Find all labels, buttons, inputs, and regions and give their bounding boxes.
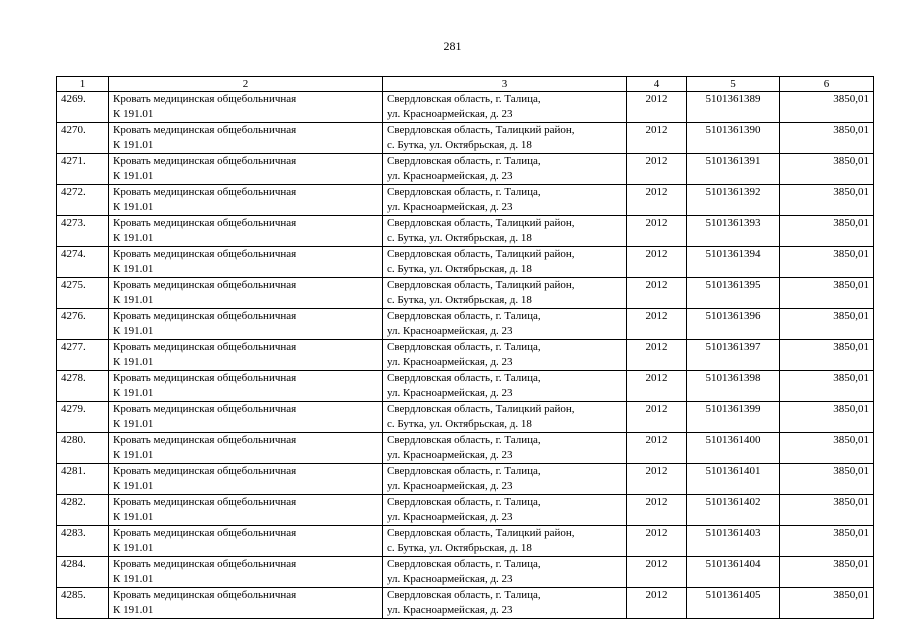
table-row (57, 340, 874, 371)
year-cell: 2012 (627, 557, 687, 588)
address-line-1: Свердловская область, Талицкий район, (387, 279, 575, 291)
item-model: К 191.01 (113, 108, 154, 120)
address-cell (383, 526, 627, 557)
table-row (57, 588, 874, 619)
column-header: 3 (383, 77, 627, 92)
address-line-1: Свердловская область, г. Талица, (387, 496, 541, 508)
item-model: К 191.01 (113, 511, 154, 523)
item-name: Кровать медицинская общебольничная (113, 403, 297, 415)
address-line-1: Свердловская область, Талицкий район, (387, 527, 575, 539)
year-cell: 2012 (627, 340, 687, 371)
address-line-2: ул. Красноармейская, д. 23 (387, 108, 513, 120)
item-model: К 191.01 (113, 356, 154, 368)
item-model: К 191.01 (113, 418, 154, 430)
table-row (57, 278, 874, 309)
table-row (57, 123, 874, 154)
address-line-2: с. Бутка, ул. Октябрьская, д. 18 (387, 542, 532, 554)
item-name-cell (109, 123, 383, 154)
item-model: К 191.01 (113, 573, 154, 585)
inventory-number-cell: 5101361399 (687, 402, 780, 433)
inventory-number-cell: 5101361390 (687, 123, 780, 154)
item-model: К 191.01 (113, 263, 154, 275)
item-model: К 191.01 (113, 201, 154, 213)
inventory-number-cell: 5101361389 (687, 92, 780, 123)
address-cell (383, 464, 627, 495)
year-cell: 2012 (627, 433, 687, 464)
item-model: К 191.01 (113, 325, 154, 337)
address-line-2: с. Бутка, ул. Октябрьская, д. 18 (387, 232, 532, 244)
row-number: 4275. (57, 278, 109, 309)
item-name-cell (109, 278, 383, 309)
inventory-number-cell: 5101361404 (687, 557, 780, 588)
table-row (57, 464, 874, 495)
year-cell: 2012 (627, 216, 687, 247)
address-line-2: ул. Красноармейская, д. 23 (387, 356, 513, 368)
address-line-1: Свердловская область, г. Талица, (387, 558, 541, 570)
row-number: 4284. (57, 557, 109, 588)
row-number: 4277. (57, 340, 109, 371)
year-cell: 2012 (627, 247, 687, 278)
year-cell: 2012 (627, 371, 687, 402)
price-cell: 3850,01 (780, 402, 874, 433)
address-line-1: Свердловская область, г. Талица, (387, 155, 541, 167)
price-cell: 3850,01 (780, 278, 874, 309)
address-line-2: ул. Красноармейская, д. 23 (387, 170, 513, 182)
inventory-number-cell: 5101361405 (687, 588, 780, 619)
column-header: 1 (57, 77, 109, 92)
item-name-cell (109, 588, 383, 619)
year-cell: 2012 (627, 309, 687, 340)
address-line-1: Свердловская область, Талицкий район, (387, 403, 575, 415)
address-cell (383, 154, 627, 185)
address-cell (383, 588, 627, 619)
item-name: Кровать медицинская общебольничная (113, 93, 297, 105)
row-number: 4269. (57, 92, 109, 123)
address-cell (383, 371, 627, 402)
row-number: 4285. (57, 588, 109, 619)
page-number: 281 (443, 39, 462, 53)
address-line-1: Свердловская область, г. Талица, (387, 434, 541, 446)
address-line-1: Свердловская область, г. Талица, (387, 186, 541, 198)
row-number: 4279. (57, 402, 109, 433)
inventory-number-cell: 5101361393 (687, 216, 780, 247)
address-line-2: ул. Красноармейская, д. 23 (387, 449, 513, 461)
year-cell: 2012 (627, 92, 687, 123)
address-line-2: ул. Красноармейская, д. 23 (387, 604, 513, 616)
item-model: К 191.01 (113, 294, 154, 306)
address-line-1: Свердловская область, Талицкий район, (387, 124, 575, 136)
row-number: 4270. (57, 123, 109, 154)
column-header: 4 (627, 77, 687, 92)
address-line-2: ул. Красноармейская, д. 23 (387, 201, 513, 213)
year-cell: 2012 (627, 154, 687, 185)
address-line-2: ул. Красноармейская, д. 23 (387, 325, 513, 337)
inventory-number-cell: 5101361395 (687, 278, 780, 309)
item-name-cell (109, 402, 383, 433)
item-name-cell (109, 557, 383, 588)
address-line-1: Свердловская область, Талицкий район, (387, 217, 575, 229)
year-cell: 2012 (627, 464, 687, 495)
address-cell (383, 123, 627, 154)
row-number: 4276. (57, 309, 109, 340)
address-line-1: Свердловская область, г. Талица, (387, 93, 541, 105)
address-line-1: Свердловская область, г. Талица, (387, 372, 541, 384)
column-header: 2 (109, 77, 383, 92)
price-cell: 3850,01 (780, 588, 874, 619)
item-name: Кровать медицинская общебольничная (113, 186, 297, 198)
item-name: Кровать медицинская общебольничная (113, 155, 297, 167)
item-name-cell (109, 185, 383, 216)
address-line-1: Свердловская область, г. Талица, (387, 310, 541, 322)
row-number: 4283. (57, 526, 109, 557)
table-row (57, 216, 874, 247)
inventory-number-cell: 5101361391 (687, 154, 780, 185)
item-name: Кровать медицинская общебольничная (113, 124, 297, 136)
address-cell (383, 402, 627, 433)
year-cell: 2012 (627, 402, 687, 433)
inventory-number-cell: 5101361403 (687, 526, 780, 557)
address-line-2: с. Бутка, ул. Октябрьская, д. 18 (387, 139, 532, 151)
row-number: 4274. (57, 247, 109, 278)
item-name: Кровать медицинская общебольничная (113, 496, 297, 508)
item-name-cell (109, 309, 383, 340)
table-row (57, 557, 874, 588)
item-name: Кровать медицинская общебольничная (113, 217, 297, 229)
inventory-number-cell: 5101361392 (687, 185, 780, 216)
item-model: К 191.01 (113, 542, 154, 554)
item-name: Кровать медицинская общебольничная (113, 372, 297, 384)
address-line-1: Свердловская область, Талицкий район, (387, 248, 575, 260)
address-cell (383, 340, 627, 371)
inventory-number-cell: 5101361400 (687, 433, 780, 464)
header-row (57, 77, 874, 92)
item-model: К 191.01 (113, 232, 154, 244)
price-cell: 3850,01 (780, 216, 874, 247)
address-line-2: с. Бутка, ул. Октябрьская, д. 18 (387, 418, 532, 430)
address-cell (383, 185, 627, 216)
price-cell: 3850,01 (780, 123, 874, 154)
item-name: Кровать медицинская общебольничная (113, 341, 297, 353)
address-cell (383, 309, 627, 340)
inventory-number-cell: 5101361401 (687, 464, 780, 495)
item-name-cell (109, 371, 383, 402)
year-cell: 2012 (627, 123, 687, 154)
row-number: 4278. (57, 371, 109, 402)
item-name: Кровать медицинская общебольничная (113, 434, 297, 446)
address-line-2: ул. Красноармейская, д. 23 (387, 387, 513, 399)
table-row (57, 185, 874, 216)
address-cell (383, 495, 627, 526)
item-name-cell (109, 464, 383, 495)
row-number: 4271. (57, 154, 109, 185)
table-row (57, 309, 874, 340)
item-name-cell (109, 340, 383, 371)
table-row (57, 247, 874, 278)
item-model: К 191.01 (113, 139, 154, 151)
price-cell: 3850,01 (780, 464, 874, 495)
inventory-number-cell: 5101361396 (687, 309, 780, 340)
price-cell: 3850,01 (780, 557, 874, 588)
price-cell: 3850,01 (780, 92, 874, 123)
item-name-cell (109, 526, 383, 557)
year-cell: 2012 (627, 526, 687, 557)
address-line-2: ул. Красноармейская, д. 23 (387, 511, 513, 523)
address-line-1: Свердловская область, г. Талица, (387, 341, 541, 353)
table-row (57, 154, 874, 185)
row-number: 4272. (57, 185, 109, 216)
price-cell: 3850,01 (780, 371, 874, 402)
item-model: К 191.01 (113, 387, 154, 399)
address-cell (383, 92, 627, 123)
item-name: Кровать медицинская общебольничная (113, 279, 297, 291)
item-name-cell (109, 216, 383, 247)
year-cell: 2012 (627, 185, 687, 216)
year-cell: 2012 (627, 278, 687, 309)
table-row (57, 402, 874, 433)
item-model: К 191.01 (113, 170, 154, 182)
table-row (57, 371, 874, 402)
year-cell: 2012 (627, 495, 687, 526)
price-cell: 3850,01 (780, 309, 874, 340)
address-line-2: ул. Красноармейская, д. 23 (387, 573, 513, 585)
price-cell: 3850,01 (780, 526, 874, 557)
row-number: 4273. (57, 216, 109, 247)
row-number: 4282. (57, 495, 109, 526)
item-name: Кровать медицинская общебольничная (113, 589, 297, 601)
address-line-1: Свердловская область, г. Талица, (387, 465, 541, 477)
address-line-2: с. Бутка, ул. Октябрьская, д. 18 (387, 294, 532, 306)
address-line-2: ул. Красноармейская, д. 23 (387, 480, 513, 492)
inventory-number-cell: 5101361398 (687, 371, 780, 402)
property-table (56, 76, 874, 619)
row-number: 4281. (57, 464, 109, 495)
item-model: К 191.01 (113, 480, 154, 492)
table-row (57, 526, 874, 557)
inventory-number-cell: 5101361394 (687, 247, 780, 278)
table-body (57, 92, 874, 619)
table-row (57, 433, 874, 464)
table-row (57, 495, 874, 526)
price-cell: 3850,01 (780, 340, 874, 371)
item-model: К 191.01 (113, 449, 154, 461)
item-name-cell (109, 92, 383, 123)
item-name-cell (109, 495, 383, 526)
address-cell (383, 557, 627, 588)
item-name: Кровать медицинская общебольничная (113, 527, 297, 539)
price-cell: 3850,01 (780, 495, 874, 526)
table-row (57, 92, 874, 123)
inventory-number-cell: 5101361402 (687, 495, 780, 526)
item-name-cell (109, 154, 383, 185)
item-name: Кровать медицинская общебольничная (113, 465, 297, 477)
column-header: 6 (780, 77, 874, 92)
row-number: 4280. (57, 433, 109, 464)
price-cell: 3850,01 (780, 433, 874, 464)
address-line-2: с. Бутка, ул. Октябрьская, д. 18 (387, 263, 532, 275)
item-name-cell (109, 433, 383, 464)
item-name: Кровать медицинская общебольничная (113, 558, 297, 570)
item-name: Кровать медицинская общебольничная (113, 248, 297, 260)
item-model: К 191.01 (113, 604, 154, 616)
address-line-1: Свердловская область, г. Талица, (387, 589, 541, 601)
address-cell (383, 247, 627, 278)
address-cell (383, 278, 627, 309)
column-header: 5 (687, 77, 780, 92)
item-name: Кровать медицинская общебольничная (113, 310, 297, 322)
price-cell: 3850,01 (780, 185, 874, 216)
address-cell (383, 216, 627, 247)
item-name-cell (109, 247, 383, 278)
price-cell: 3850,01 (780, 247, 874, 278)
price-cell: 3850,01 (780, 154, 874, 185)
table-header (57, 77, 874, 92)
inventory-number-cell: 5101361397 (687, 340, 780, 371)
address-cell (383, 433, 627, 464)
year-cell: 2012 (627, 588, 687, 619)
